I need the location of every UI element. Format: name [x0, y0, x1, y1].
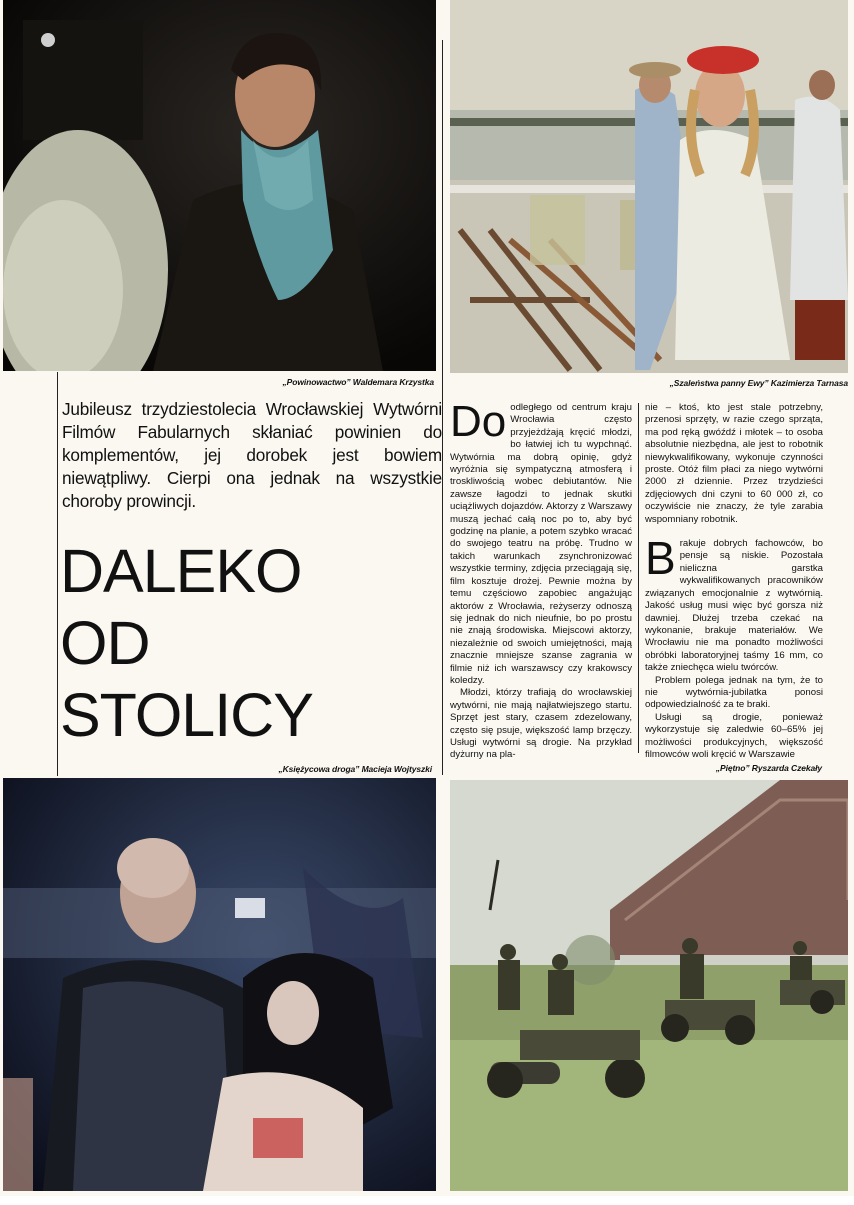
photo-pietno-image: [450, 780, 848, 1191]
article-paragraph: nie – ktoś, kto jest stale potrzebny, przenosi sprzęty, w razie czego sprząta, ma pod ręką gwóźdź i młotek – to osoba absolutnie niezbędna, ale jest to robotnik niewykwalifikowany, wykonuje czynności proste. Otóż film płaci za niego wytwórni 2000 zł dziennie. Przez trzydzieści zdjęciowych dni czyni to 60 000 zł, co oczywiście nie znaczy, że tyle zarabia wspomniany robotnik.: [645, 402, 823, 525]
caption-pietno: „Piętno” Ryszarda Czekały: [715, 763, 822, 773]
column-rule-center: [442, 40, 443, 775]
column-rule-left: [57, 372, 58, 776]
photo-ksiezycowa-image: [3, 778, 436, 1191]
dropcap-do: Do: [450, 397, 507, 446]
photo-powinowactwo-image: [3, 0, 436, 371]
headline-line-1: DALEKO: [60, 537, 302, 605]
article-lead: Jubileusz trzydziestolecia Wrocławskiej Wytwórni Filmów Fabularnych skłaniać powinien do komplementów, jej dorobek jest bowiem niewątpliwy. Cierpi ona jednak na wszystkie choroby prowincji.: [62, 399, 442, 511]
article-column-1: [450, 397, 632, 762]
dropcap-b: B: [645, 532, 676, 585]
caption-ksiezycowa-droga: „Księżycowa droga” Macieja Wojtyszki: [278, 764, 432, 774]
article-headline: [60, 535, 435, 751]
photo-ksiezycowa-droga: [3, 778, 436, 1191]
column-rule-articles: [638, 403, 639, 753]
article-paragraph: Młodzi, którzy trafiają do wrocławskiej wytwórni, nie mają najłatwiejszego startu. Sprzęt jest stary, czasem zdezelowany, często się psuje, większość lamp brzęczy. Usługi wytwórni są drogie. Na przykład dyżurny na pla-: [450, 687, 632, 761]
photo-szalenstwa-panny-ewy: [450, 0, 848, 373]
article-paragraph: Problem polega jednak na tym, że to nie wytwórnia-jubilatka ponosi odpowiedzialność za te braki.: [645, 674, 823, 711]
article-paragraph: rakuje dobrych fachowców, bo pensje są niskie. Pozostała nieliczna garstka wykwalifikowanych pracowników związanych emocjonalnie z wytwórnią. Jakość usług musi więc być gorsza niż dawniej. Dłużej trzeba czekać na wykonanie, brakuje materiałów. We Wrocławiu nie ma ponadto możliwości obróbki laboratoryjnej taśmy 16 mm, co także zniechęca wielu twórców.: [645, 538, 823, 674]
article-paragraph: odległego od centrum kraju Wrocławia często przyjeżdżają kręcić młodzi, bo łatwiej ich tu wypchnąć. Wytwórnia ma dobrą opinię, gdyż wyróżnia się sympatyczną atmosferą i troskliwością wobec debiutantów. Nie zawsze łagodzi to jednak skutki uciążliwych dojazdów. Aktorzy z Warszawy muszą jechać całą noc po to, aby być godzinę na planie, a potem szybko wracać do swojego teatru na próbę. Trudno w takich warunkach zsynchronizować wszystkie terminy, zdjęcia przeciągają się, film kosztuje drożej. Pewnie można by temu częściowo zapobiec angażując aktorów z Wrocławia, reżyserzy odnoszą się jednak do nich nieufnie, bo po prostu nie znają środowiska. Miejscowi aktorzy, niezależnie od swoich umiejętności, mają znacznie mniejsze szanse zagrania w filmie niż ich warszawscy czy krakowscy koledzy.: [450, 402, 632, 686]
photo-szalenstwa-image: [450, 0, 848, 373]
article-column-2: [645, 402, 823, 761]
caption-powinowactwo: „Powinowactwo” Waldemara Krzystka: [282, 377, 434, 387]
photo-powinowactwo: [3, 0, 436, 371]
page-bottom-margin: [0, 1196, 854, 1205]
article-paragraph: Usługi są drogie, ponieważ wykorzystuje się zaledwie 60–65% jej możliwości produkcyjnych, większość filmowców woli kręcić w Warszawie: [645, 711, 823, 760]
caption-szalenstwa: „Szaleństwa panny Ewy” Kazimierza Tarnasa: [669, 378, 848, 388]
headline-line-2: OD: [60, 609, 150, 677]
headline-line-3: STOLICY: [60, 681, 313, 749]
photo-pietno: [450, 780, 848, 1191]
